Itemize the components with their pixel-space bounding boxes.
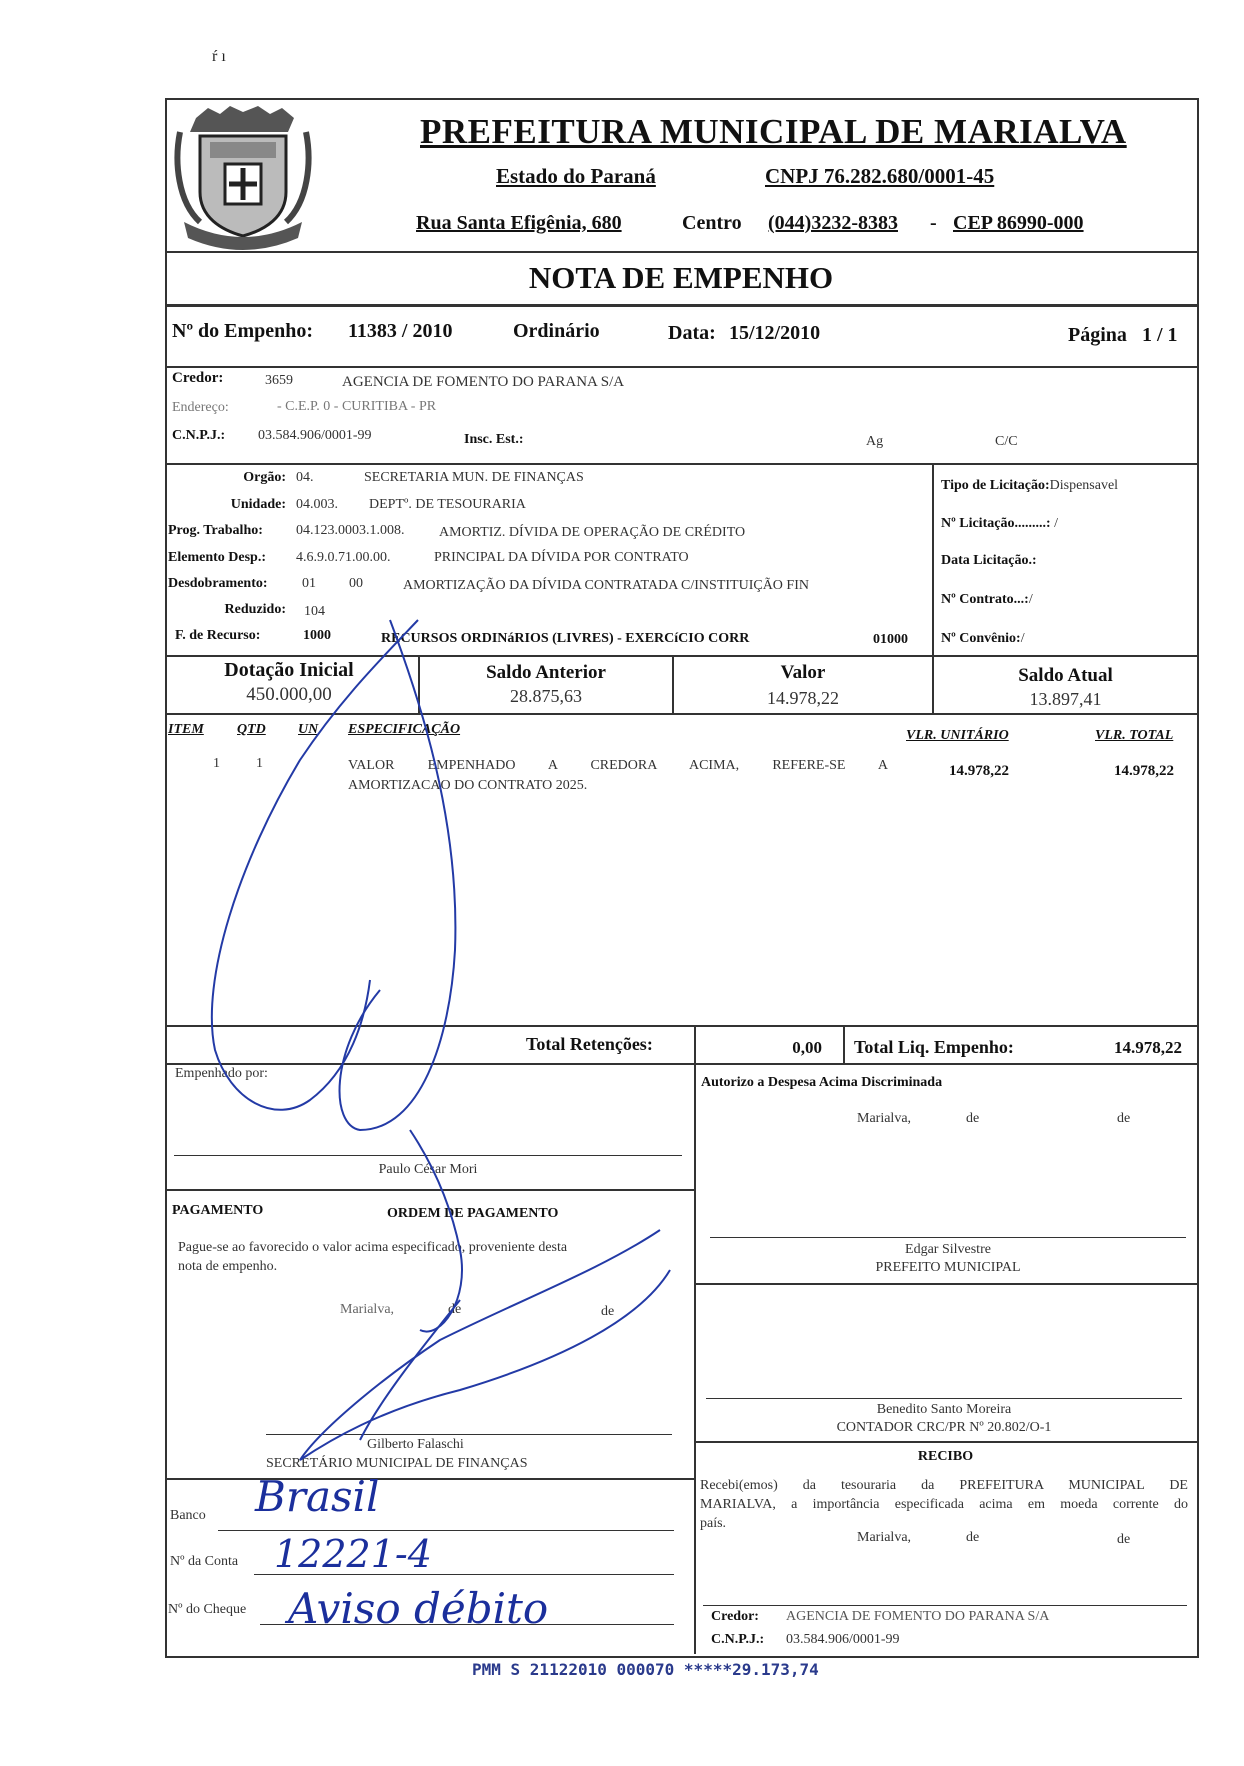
recibo-text-line3: país. bbox=[700, 1516, 727, 1531]
empenho-label: Nº do Empenho: bbox=[172, 320, 314, 342]
unidade-code: 04.003. bbox=[296, 497, 338, 512]
item-qtd: 1 bbox=[256, 756, 263, 771]
item-spec-line2: AMORTIZACAO DO CONTRATO 2025. bbox=[348, 778, 588, 793]
col-qtd: QTD bbox=[237, 722, 266, 737]
recibo-cnpj: 03.584.906/0001-99 bbox=[786, 1632, 900, 1647]
autorizo-de2: de bbox=[1117, 1111, 1131, 1126]
col-spec: ESPECIFICAÇÃO bbox=[348, 722, 461, 737]
creditor-address: - C.E.P. 0 - CURITIBA - PR bbox=[277, 399, 437, 414]
col-item: ITEM bbox=[168, 722, 204, 737]
creditor-label: Credor: bbox=[172, 370, 224, 386]
pagamento-place: Marialva, bbox=[340, 1302, 395, 1317]
desdobramento-code1: 01 bbox=[302, 576, 316, 591]
corner-marks: ŕ ı bbox=[212, 48, 226, 65]
ordem-pagamento-label: ORDEM DE PAGAMENTO bbox=[387, 1206, 559, 1221]
saldo-atual-label: Saldo Atual bbox=[1018, 665, 1113, 686]
autorizo-place: Marialva, bbox=[857, 1111, 912, 1126]
recibo-credor-label: Credor: bbox=[711, 1609, 759, 1624]
prog-code: 04.123.0003.1.008. bbox=[296, 523, 405, 538]
item-unit-value: 14.978,22 bbox=[949, 763, 1009, 779]
saldo-atual-value: 13.897,41 bbox=[1029, 689, 1102, 709]
conta-label: Nº da Conta bbox=[170, 1554, 239, 1569]
insc-label: Insc. Est.: bbox=[464, 432, 524, 447]
recibo-de1: de bbox=[966, 1530, 980, 1545]
secretario-name: Gilberto Falaschi bbox=[367, 1437, 464, 1452]
bank-authentication: PMM S 21122010 000070 *****29.173,74 bbox=[472, 1660, 819, 1679]
address-label: Endereço: bbox=[172, 400, 229, 415]
pagamento-de2: de bbox=[601, 1304, 615, 1319]
creditor-cnpj-label: C.N.P.J.: bbox=[172, 428, 226, 443]
pagamento-de1: de bbox=[448, 1302, 462, 1317]
num-licitacao: Nº Licitação.........: / bbox=[941, 516, 1058, 531]
phone-label: (044)3232-8383 bbox=[768, 212, 898, 234]
num-convenio: Nº Convênio:/ bbox=[941, 631, 1025, 646]
saldo-anterior-label: Saldo Anterior bbox=[486, 662, 606, 683]
pagamento-text-line2: nota de empenho. bbox=[178, 1259, 278, 1274]
document-title: NOTA DE EMPENHO bbox=[528, 260, 834, 295]
autorizo-label: Autorizo a Despesa Acima Discriminada bbox=[701, 1075, 943, 1090]
pagamento-text-line1: Pague-se ao favorecido o valor acima especificado, proveniente desta bbox=[178, 1240, 568, 1255]
contador-name: Benedito Santo Moreira bbox=[876, 1402, 1012, 1417]
desdobramento-label: Desdobramento: bbox=[168, 576, 268, 591]
page-number: 1 / 1 bbox=[1142, 324, 1178, 346]
autorizo-de1: de bbox=[966, 1111, 980, 1126]
elemento-label: Elemento Desp.: bbox=[168, 550, 266, 565]
creditor-cnpj: 03.584.906/0001-99 bbox=[258, 428, 372, 443]
desdobramento-name: AMORTIZAÇÃO DA DÍVIDA CONTRATADA C/INSTITUIÇÃO FIN bbox=[403, 578, 809, 593]
recibo-cnpj-label: C.N.P.J.: bbox=[711, 1632, 765, 1647]
contador-role: CONTADOR CRC/PR Nº 20.802/O-1 bbox=[836, 1420, 1052, 1435]
page-label: Página bbox=[1068, 324, 1127, 346]
recibo-text-line2: MARIALVA, a importância especificada acima em moeda corrente do bbox=[700, 1497, 1188, 1512]
dotacao-label: Dotação Inicial bbox=[224, 659, 354, 681]
recibo-de2: de bbox=[1117, 1532, 1131, 1547]
date-label: Data: bbox=[668, 322, 716, 344]
cheque-label: Nº do Cheque bbox=[168, 1602, 247, 1617]
recurso-label: F. de Recurso: bbox=[175, 628, 261, 643]
prog-name: AMORTIZ. DÍVIDA DE OPERAÇÃO DE CRÉDITO bbox=[439, 525, 746, 540]
page-title: PREFEITURA MUNICIPAL DE MARIALVA bbox=[420, 112, 1127, 151]
num-contrato: Nº Contrato...:/ bbox=[941, 592, 1033, 607]
total-retencoes-value: 0,00 bbox=[792, 1038, 822, 1057]
creditor-name: AGENCIA DE FOMENTO DO PARANA S/A bbox=[342, 374, 625, 390]
reduzido-value: 104 bbox=[304, 604, 325, 619]
item-spec-line1: VALOR EMPENHADO A CREDORA ACIMA, REFERE-SE A bbox=[348, 758, 888, 773]
empenhado-name: Paulo César Mori bbox=[378, 1162, 478, 1177]
unidade-name: DEPTº. DE TESOURARIA bbox=[369, 497, 526, 512]
orgao-label: Orgão: bbox=[243, 470, 286, 485]
recurso-name: RECURSOS ORDINáRIOS (LIVRES) - EXERCíCIO CORR bbox=[381, 631, 750, 646]
total-retencoes-label: Total Retenções: bbox=[526, 1034, 653, 1054]
creditor-code: 3659 bbox=[265, 373, 293, 388]
cnpj-label: CNPJ 76.282.680/0001-45 bbox=[765, 164, 995, 188]
prefeito-role: PREFEITO MUNICIPAL bbox=[875, 1260, 1021, 1275]
total-liq-value: 14.978,22 bbox=[1114, 1038, 1182, 1057]
orgao-name: SECRETARIA MUN. DE FINANÇAS bbox=[364, 470, 584, 485]
recibo-credor-name: AGENCIA DE FOMENTO DO PARANA S/A bbox=[786, 1609, 1050, 1624]
valor-value: 14.978,22 bbox=[767, 688, 839, 708]
total-liq-label: Total Liq. Empenho: bbox=[854, 1037, 1014, 1057]
data-licitacao: Data Licitação.: bbox=[941, 553, 1037, 568]
cc-label: C/C bbox=[995, 434, 1018, 449]
address-label: Rua Santa Efigênia, 680 bbox=[416, 212, 622, 234]
empenho-type: Ordinário bbox=[513, 320, 600, 342]
recibo-title: RECIBO bbox=[917, 1449, 974, 1464]
cep-label: CEP 86990-000 bbox=[953, 212, 1084, 234]
recibo-text-line1: Recebi(emos) da tesouraria da PREFEITURA MUNICIPAL DE bbox=[700, 1478, 1188, 1493]
unidade-label: Unidade: bbox=[230, 497, 286, 512]
empenhado-label: Empenhado por: bbox=[175, 1066, 268, 1081]
recibo-place: Marialva, bbox=[857, 1530, 912, 1545]
tipo-licitacao: Tipo de Licitação:Dispensavel bbox=[941, 478, 1119, 493]
col-unit-value: VLR. UNITÁRIO bbox=[906, 728, 1009, 743]
secretario-role: SECRETÁRIO MUNICIPAL DE FINANÇAS bbox=[266, 1456, 528, 1471]
date-value: 15/12/2010 bbox=[729, 322, 821, 344]
item-number: 1 bbox=[213, 756, 220, 771]
col-un: UN bbox=[298, 722, 319, 737]
cheque-value: Aviso débito bbox=[288, 1584, 549, 1633]
coat-of-arms-logo bbox=[170, 102, 316, 252]
saldo-anterior-value: 28.875,63 bbox=[510, 686, 582, 706]
prefeito-name: Edgar Silvestre bbox=[905, 1242, 991, 1257]
orgao-code: 04. bbox=[296, 470, 314, 485]
banco-label: Banco bbox=[170, 1508, 206, 1523]
empenho-number: 11383 / 2010 bbox=[348, 320, 453, 342]
elemento-name: PRINCIPAL DA DÍVIDA POR CONTRATO bbox=[434, 550, 689, 565]
valor-label: Valor bbox=[780, 662, 826, 683]
item-total-value: 14.978,22 bbox=[1114, 763, 1174, 779]
col-total-value: VLR. TOTAL bbox=[1095, 728, 1174, 743]
prog-label: Prog. Trabalho: bbox=[168, 523, 263, 538]
reduzido-label: Reduzido: bbox=[224, 602, 286, 617]
pagamento-label: PAGAMENTO bbox=[172, 1203, 264, 1218]
district-label: Centro bbox=[682, 212, 742, 234]
desdobramento-code2: 00 bbox=[349, 576, 363, 591]
banco-value: Brasil bbox=[255, 1472, 380, 1521]
recurso-code: 1000 bbox=[303, 628, 331, 643]
recurso-code2: 01000 bbox=[873, 632, 908, 647]
conta-value: 12221-4 bbox=[274, 1532, 432, 1576]
dotacao-value: 450.000,00 bbox=[246, 684, 332, 705]
elemento-code: 4.6.9.0.71.00.00. bbox=[296, 550, 391, 565]
state-label: Estado do Paraná bbox=[496, 164, 656, 188]
ag-label: Ag bbox=[866, 434, 884, 449]
separator: - bbox=[930, 212, 937, 234]
